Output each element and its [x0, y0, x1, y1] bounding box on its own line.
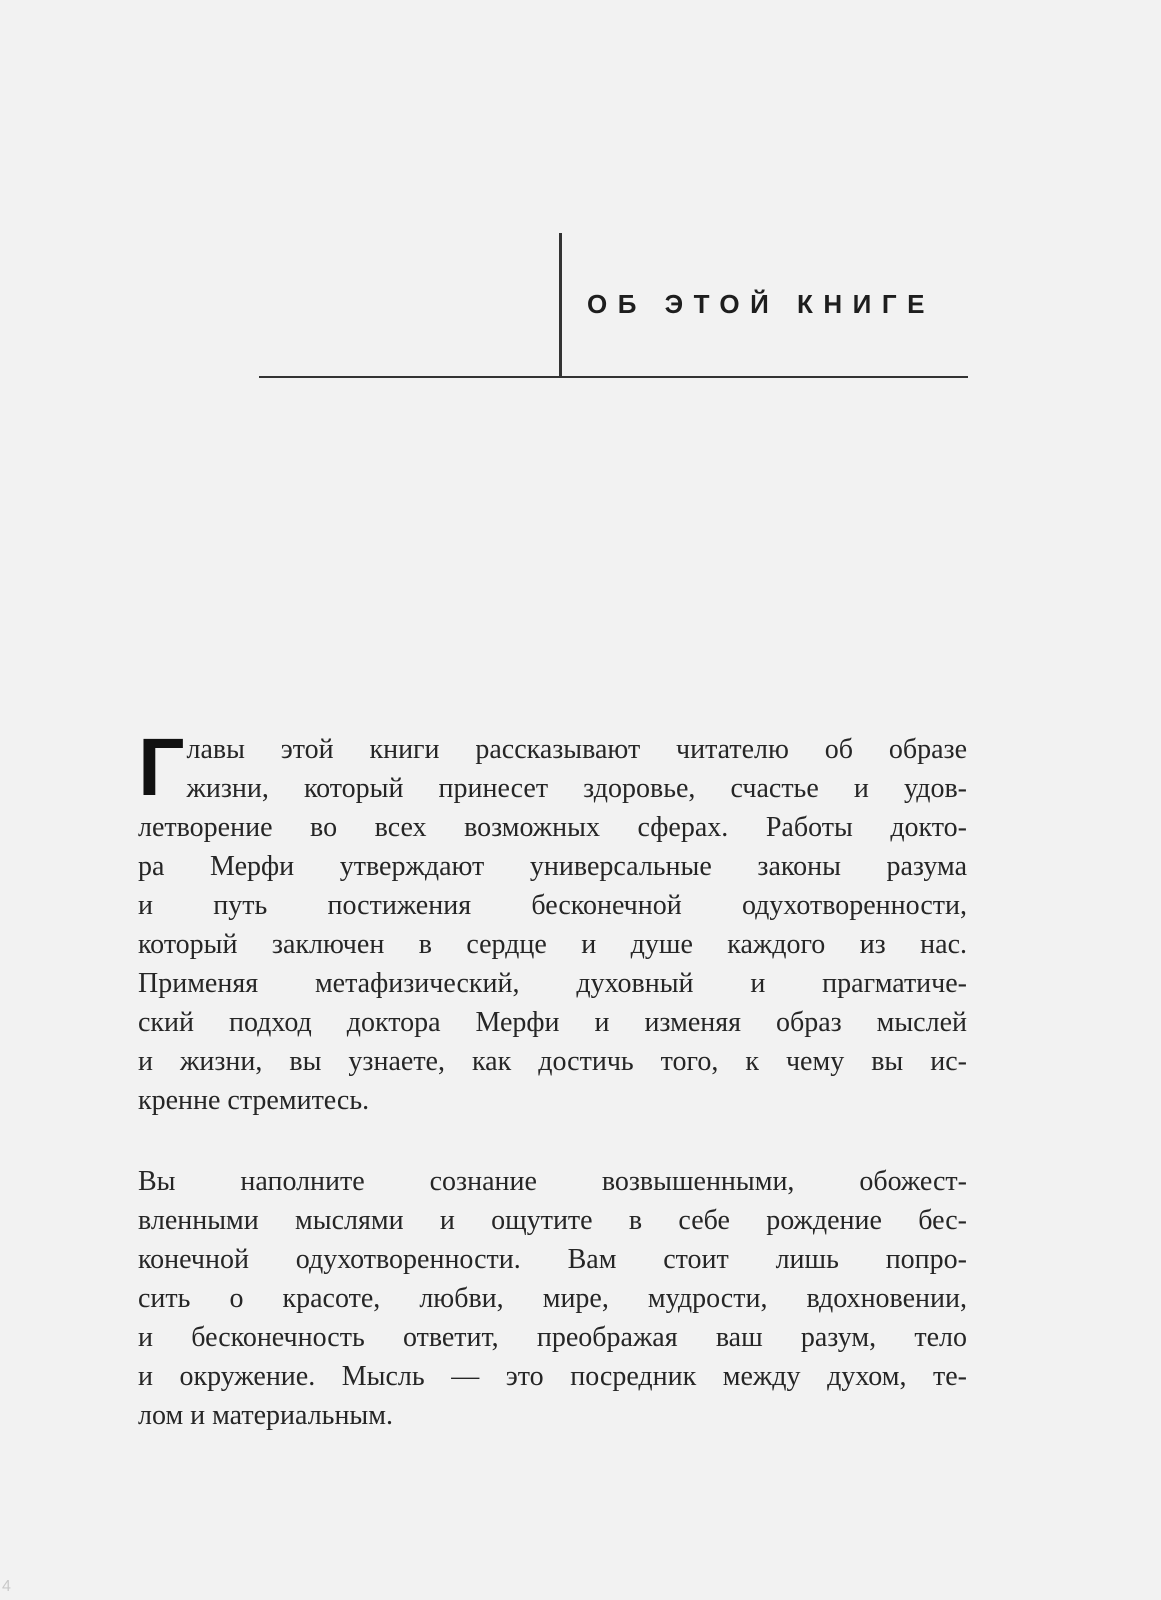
text-line: кренне стремитесь.	[138, 1085, 370, 1116]
text-line: который заключен в сердце и душе каждого из нас.	[138, 929, 967, 960]
paragraph-gap	[138, 1120, 967, 1162]
text-line: сить о красоте, любви, мире, мудрости, вдохновении,	[138, 1283, 967, 1314]
text-line: и бесконечность ответит, преображая ваш разум, тело	[138, 1322, 967, 1353]
paragraph-1	[138, 722, 967, 1120]
text-line: и путь постижения бесконечной одухотворенности,	[138, 890, 967, 921]
text-line: лавы этой книги рассказывают читателю об образе	[186, 734, 967, 765]
text-line: летворение во всех возможных сферах. Работы докто-	[138, 812, 967, 843]
text-line: Вы наполните сознание возвышенными, обожест-	[138, 1166, 967, 1197]
chapter-title: ОБ ЭТОЙ КНИГЕ	[587, 289, 935, 319]
drop-cap: Г	[138, 722, 185, 813]
text-line: конечной одухотворенности. Вам стоит лишь попро-	[138, 1244, 967, 1275]
header-vertical-rule	[559, 233, 562, 378]
text-line: ский подход доктора Мерфи и изменяя образ мыслей	[138, 1007, 967, 1038]
text-line: жизни, который принесет здоровье, счастье и удов-	[186, 773, 967, 804]
paragraph-2	[138, 1162, 967, 1435]
text-line: лом и материальным.	[138, 1400, 393, 1431]
text-line: и жизни, вы узнаете, как достичь того, к чему вы ис-	[138, 1046, 967, 1077]
header-horizontal-rule	[259, 376, 968, 378]
text-line: вленными мыслями и ощутите в себе рождение бес-	[138, 1205, 967, 1236]
body-text	[138, 722, 967, 1435]
text-line: ра Мерфи утверждают универсальные законы разума	[138, 851, 967, 882]
page-number: 4	[2, 1578, 11, 1595]
text-line: и окружение. Мысль — это посредник между духом, те-	[138, 1361, 967, 1392]
text-line: Применяя метафизический, духовный и прагматиче-	[138, 968, 967, 999]
